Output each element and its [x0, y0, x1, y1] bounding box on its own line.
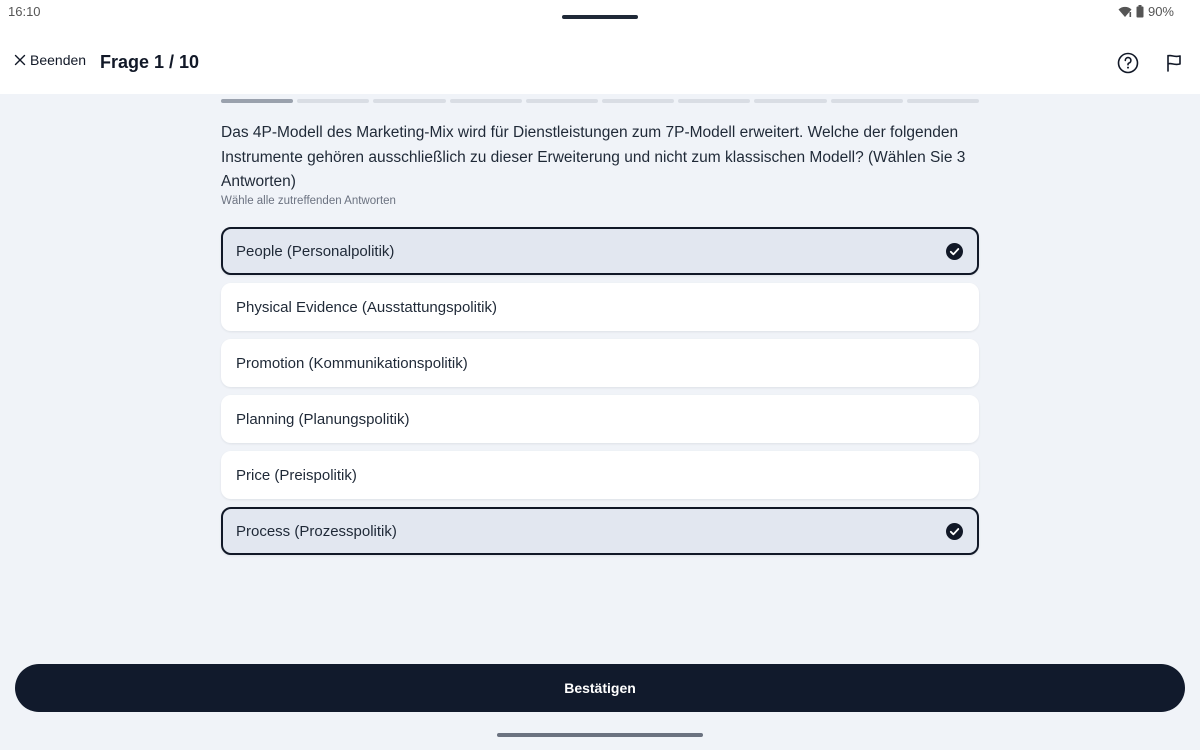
answer-label: Process (Prozesspolitik) [236, 522, 397, 540]
confirm-button[interactable]: Bestätigen [15, 664, 1185, 712]
question-hint: Wähle alle zutreffenden Antworten [221, 195, 396, 207]
progress-segment [450, 99, 522, 103]
answer-option[interactable] [221, 339, 979, 387]
progress-segment [297, 99, 369, 103]
progress-segment [221, 99, 293, 103]
progress-segment [907, 99, 979, 103]
progress-segment [831, 99, 903, 103]
answer-label: Planning (Planungspolitik) [236, 410, 410, 428]
answer-label: People (Personalpolitik) [236, 242, 395, 260]
progress-segment [602, 99, 674, 103]
status-bar [0, 0, 1200, 30]
flag-icon[interactable] [1164, 53, 1184, 73]
answer-option[interactable] [221, 227, 979, 275]
answer-list [221, 227, 979, 563]
answer-option[interactable] [221, 283, 979, 331]
home-indicator [497, 733, 703, 737]
help-icon[interactable] [1117, 52, 1139, 74]
question-text: Das 4P-Modell des Marketing-Mix wird für Dienstleistungen zum 7P-Modell erweitert. Welche der folgenden Instrumente gehören ausschließlich zu dieser Erweiterung und nicht zum klassischen Modell? (Wählen Sie 3 Antworten) [221, 124, 966, 190]
progress-segment [526, 99, 598, 103]
wifi-icon [1118, 6, 1132, 18]
quiz-header [0, 30, 1200, 94]
close-icon [14, 54, 26, 66]
progress-segment [373, 99, 445, 103]
top-handle [562, 15, 638, 19]
status-icons [1118, 4, 1174, 19]
answer-option[interactable] [221, 395, 979, 443]
battery-icon [1136, 5, 1144, 18]
answer-option[interactable] [221, 451, 979, 499]
check-circle-icon [946, 523, 963, 540]
answer-label: Price (Preispolitik) [236, 466, 357, 484]
answer-label: Physical Evidence (Ausstattungspolitik) [236, 298, 497, 316]
exit-label: Beenden [30, 52, 87, 68]
progress-segment [678, 99, 750, 103]
answer-option[interactable] [221, 507, 979, 555]
status-time: 16:10 [8, 4, 41, 19]
progress-bar [221, 99, 979, 103]
question-counter: Frage 1 / 10 [100, 52, 200, 72]
battery-level: 90% [1147, 4, 1174, 19]
answer-label: Promotion (Kommunikationspolitik) [236, 354, 468, 372]
progress-segment [754, 99, 826, 103]
check-circle-icon [946, 243, 963, 260]
exit-button[interactable] [14, 52, 86, 68]
